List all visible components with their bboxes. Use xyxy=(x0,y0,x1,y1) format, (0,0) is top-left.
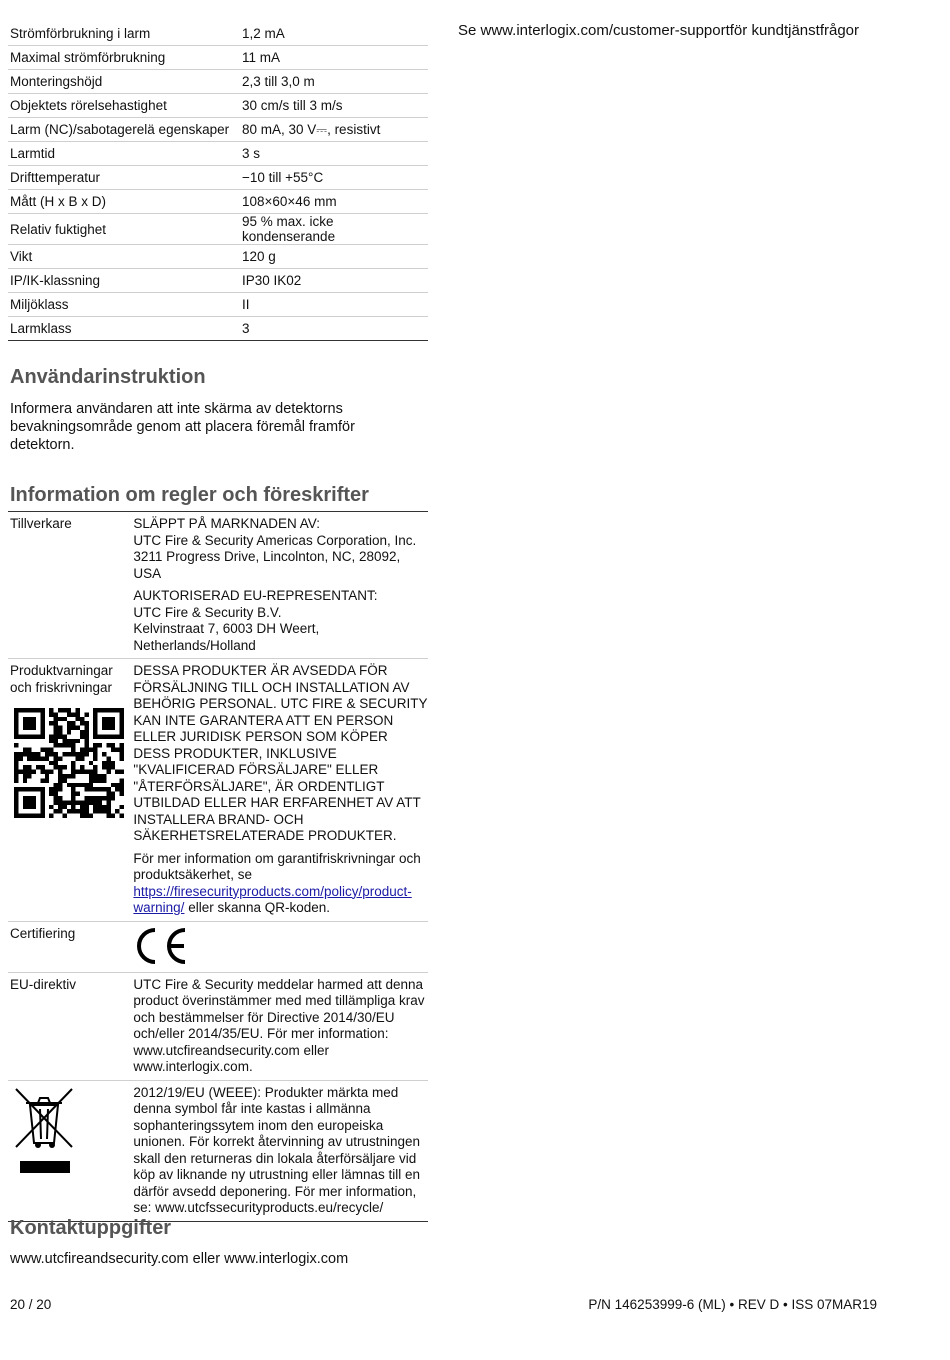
weee-symbol-cell xyxy=(8,1085,133,1217)
warranty-info: För mer information om garantifriskrivningar och produktsäkerhet, se https://firesecurityproducts.com/policy/product-warning/ eller skanna QR-koden. xyxy=(133,850,421,915)
spec-table xyxy=(8,22,428,341)
spec-value: 108×60×46 mm xyxy=(240,190,428,214)
manufacturer-row xyxy=(8,512,428,659)
warnings-label-line2: och friskrivningar xyxy=(10,679,113,695)
spec-value: II xyxy=(240,293,428,317)
spec-label: Monteringshöjd xyxy=(8,70,240,94)
contact-heading: Kontaktuppgifter xyxy=(10,1217,172,1239)
spec-label: Strömförbrukning i larm xyxy=(8,22,240,46)
spec-value: 3 xyxy=(240,317,428,341)
eu-rep-country: Netherlands/Holland xyxy=(133,637,256,653)
contact-text: www.utcfireandsecurity.com eller www.interlogix.com xyxy=(10,1251,349,1267)
warnings-caps-text: DESSA PRODUKTER ÄR AVSEDDA FÖR FÖRSÄLJNING TILL OCH INSTALLATION AV BEHÖRIG PERSONAL. UTC FIRE & SECURITY KAN INTE GARANTERA ATT EN PERSON ELLER JURIDISK PERSON SOM KÖPER DESS PRODUKTER, INKLUSIVE "KVALIFICERAD FÖRSÄLJARE" ELLER "ÅTERFÖRSÄLJARE", ÄR ORDENTLIGT UTBILDAD ELLER HAR ERFARENHET AV ATT INSTALLERA BRAND- OCH SÄKERHETSRELATERADE PRODUKTER. xyxy=(133,663,428,843)
spec-value: 3 s xyxy=(240,142,428,166)
eu-rep-address: Kelvinstraat 7, 6003 DH Weert, xyxy=(133,621,320,636)
spec-label: Maximal strömförbrukning xyxy=(8,46,240,70)
user-instruction-heading: Användarinstruktion xyxy=(10,366,206,388)
spec-label: Drifttemperatur xyxy=(8,166,240,190)
spec-value: 2,3 till 3,0 m xyxy=(240,70,428,94)
eu-directive-label: EU-direktiv xyxy=(10,976,77,992)
specifications-section xyxy=(8,22,428,341)
spec-value: 1,2 mA xyxy=(240,22,428,46)
manufacturer-address: 3211 Progress Drive, Lincolnton, NC, 28092, USA xyxy=(133,549,401,581)
spec-label: Larm (NC)/sabotagerelä egenskaper xyxy=(8,118,240,142)
spec-label: Larmklass xyxy=(8,317,240,341)
warnings-info xyxy=(133,663,428,917)
spec-row xyxy=(8,317,428,341)
weee-row xyxy=(8,1081,428,1222)
spec-value: 30 cm/s till 3 m/s xyxy=(240,94,428,118)
spec-value: IP30 IK02 xyxy=(240,269,428,293)
spec-value: 95 % max. icke kondenserande xyxy=(240,214,428,245)
eu-rep-name: UTC Fire & Security B.V. xyxy=(133,604,282,620)
part-number: P/N 146253999-6 (ML) • REV D • ISS 07MAR19 xyxy=(588,1297,877,1312)
manufacturer-info xyxy=(133,516,428,654)
manufacturer-name: UTC Fire & Security Americas Corporation, Inc. xyxy=(133,532,417,548)
spec-row xyxy=(8,142,428,166)
spec-row xyxy=(8,118,428,142)
spec-label: IP/IK-klassning xyxy=(8,269,240,293)
regulatory-heading: Information om regler och föreskrifter xyxy=(10,484,369,506)
ce-mark-icon xyxy=(133,926,189,966)
warnings-row xyxy=(8,659,428,922)
spec-row xyxy=(8,293,428,317)
manufacturer-label: Tillverkare xyxy=(10,516,72,531)
spec-label: Miljöklass xyxy=(8,293,240,317)
regulatory-table xyxy=(8,511,428,1222)
spec-value: 120 g xyxy=(240,245,428,269)
spec-row xyxy=(8,166,428,190)
spec-row xyxy=(8,245,428,269)
qr-code-icon xyxy=(14,708,124,818)
spec-label: Objektets rörelsehastighet xyxy=(8,94,240,118)
spec-row xyxy=(8,190,428,214)
certification-label: Certifiering xyxy=(10,925,76,941)
weee-text: 2012/19/EU (WEEE): Produkter märkta med denna symbol får inte kastas i allmänna sophanteringssytem inom den europeiska unionen. För korrekt återvinning av utrustningen skall den returneras din lokala återförsäljare vid köp av liknande ny utrustning eller lämnas till en därför avsedd deponering. För mer information, se: www.utcfssecurityproducts.eu/recycle/ xyxy=(133,1084,421,1215)
spec-label: Mått (H x B x D) xyxy=(8,190,240,214)
eu-directive-text: UTC Fire & Security meddelar harmed att denna product överinstämmer med med tillämpliga krav och bestämmelser för Directive 2014/30/EU och/eller 2014/35/EU. För mer information: www.utcfireandsecurity.com eller www.interlogix.com. xyxy=(133,976,425,1074)
spec-row xyxy=(8,94,428,118)
user-instruction-text: Informera användaren att inte skärma av detektorns bevakningsområde genom att placera föremål framför detektorn. xyxy=(10,401,355,453)
spec-row xyxy=(8,214,428,245)
spec-label: Vikt xyxy=(8,245,240,269)
eu-rep-label: AUKTORISERAD EU-REPRESENTANT: xyxy=(133,588,378,603)
eu-directive-row xyxy=(8,973,428,1081)
spec-value: 80 mA, 30 V⎓, resistivt xyxy=(240,118,428,142)
spec-row xyxy=(8,70,428,94)
spec-row xyxy=(8,22,428,46)
spec-value: −10 till +55°C xyxy=(240,166,428,190)
spec-label: Relativ fuktighet xyxy=(8,214,240,245)
spec-row xyxy=(8,269,428,293)
spec-value: 11 mA xyxy=(240,46,428,70)
support-note: Se www.interlogix.com/customer-supportför kundtjänstfrågor xyxy=(458,22,860,39)
warnings-label: Produktvarningar xyxy=(10,663,113,678)
product-warning-link[interactable]: https://firesecurityproducts.com/policy/product-warning/ xyxy=(133,883,412,915)
certification-mark-cell xyxy=(133,926,428,968)
placed-on-market-label: SLÄPPT PÅ MARKNADEN AV: xyxy=(133,516,320,531)
weee-bin-icon xyxy=(12,1085,76,1175)
spec-label: Larmtid xyxy=(8,142,240,166)
certification-row xyxy=(8,922,428,973)
spec-row xyxy=(8,46,428,70)
page-number: 20 / 20 xyxy=(10,1297,52,1312)
warnings-label-cell xyxy=(8,663,133,917)
